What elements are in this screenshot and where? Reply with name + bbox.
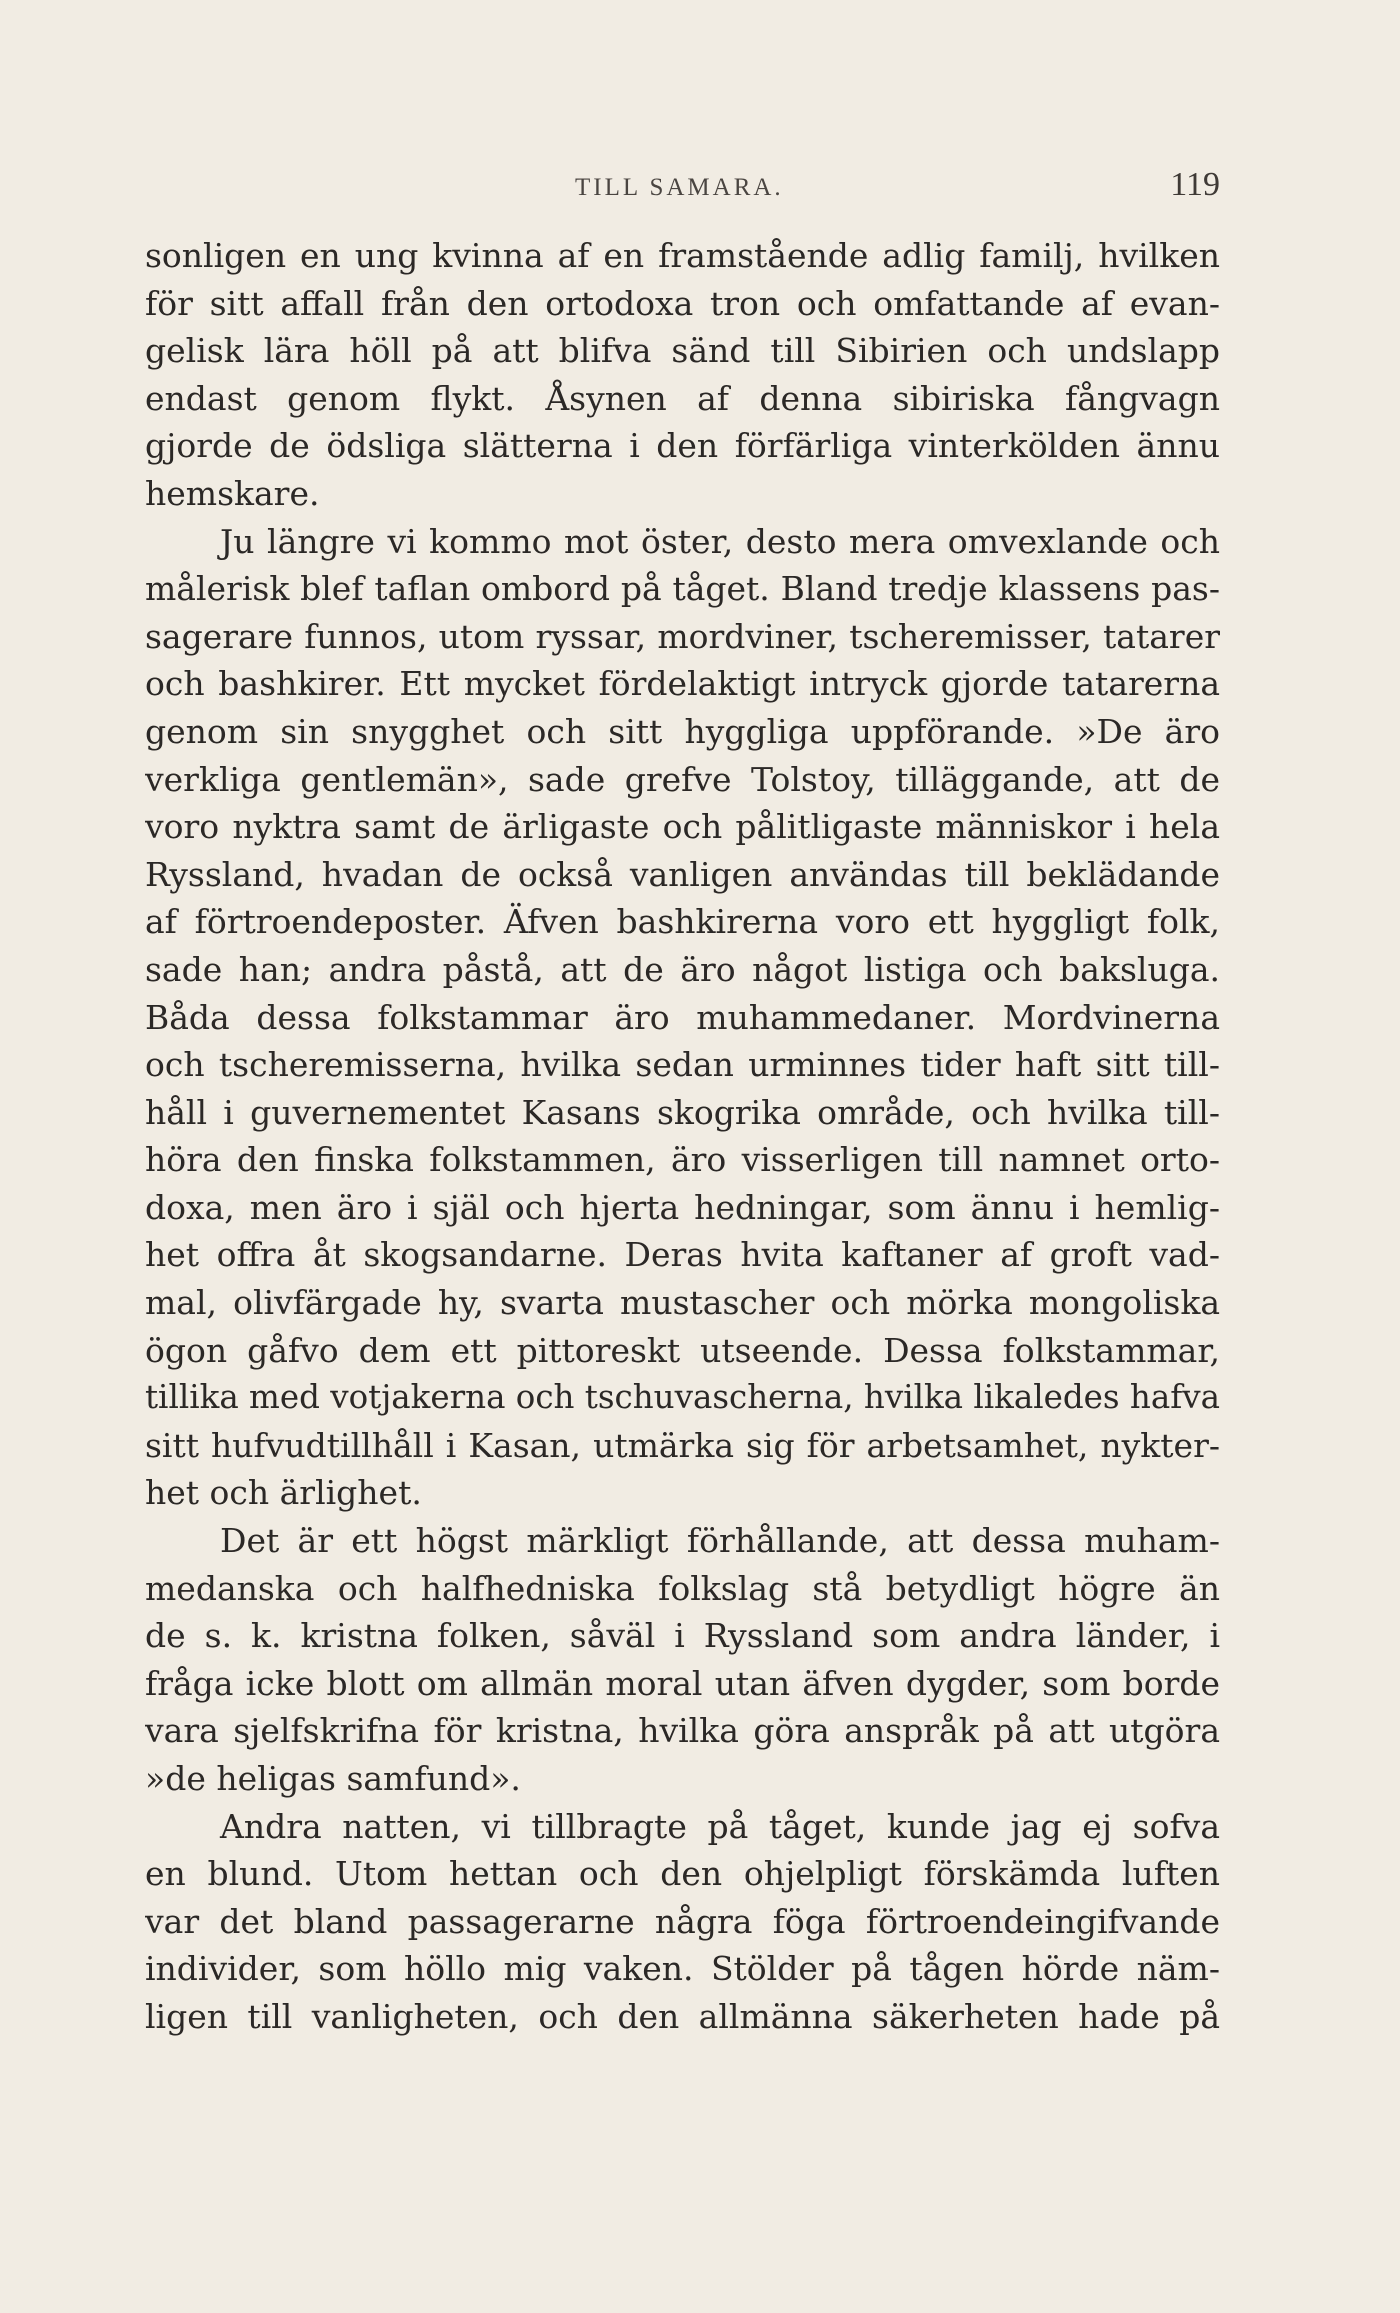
page-header	[145, 166, 1220, 216]
text-line: var det bland passagerarne några föga förtroendeingifvande	[145, 1901, 1220, 1941]
text-line: sonligen en ung kvinna af en framstående adlig familj, hvilken	[145, 236, 1220, 275]
text-line: het och ärlighet.	[145, 1473, 422, 1513]
text-line: håll i guvernementet Kasans skogrika område, och hvilka till-	[145, 1092, 1220, 1132]
text-line: medanska och halfhedniska folkslag stå betydligt högre än	[145, 1568, 1220, 1608]
text-line: genom sin snygghet och sitt hyggliga uppförande. »De äro	[145, 711, 1220, 751]
text-line: ligen till vanligheten, och den allmänna säkerheten hade på	[145, 1996, 1220, 2036]
text-line: sitt hufvudtillhåll i Kasan, utmärka sig för arbetsamhet, nykter-	[145, 1425, 1220, 1465]
text-line: individer, som höllo mig vaken. Stölder på tågen hörde näm-	[145, 1949, 1220, 1989]
text-line: gjorde de ödsliga slätterna i den förfärliga vinterkölden ännu	[145, 426, 1220, 466]
text-line: och tscheremisserna, hvilka sedan urminnes tider haft sitt till-	[145, 1045, 1220, 1085]
text-line: endast genom flykt. Åsynen af denna sibiriska fångvagn	[145, 378, 1220, 418]
text-line: het offra åt skogsandarne. Deras hvita kaftaner af groft vad-	[145, 1235, 1220, 1275]
text-line: ögon gåfvo dem ett pittoreskt utseende. Dessa folkstammar,	[145, 1330, 1220, 1370]
text-line: hemskare.	[145, 473, 320, 513]
text-line: en blund. Utom hettan och den ohjelpligt förskämda luften	[145, 1854, 1220, 1894]
text-line: mal, olivfärgade hy, svarta mustascher och mörka mongoliska	[145, 1283, 1220, 1323]
text-line: de s. k. kristna folken, såväl i Ryssland som andra länder, i	[145, 1616, 1220, 1656]
text-line: för sitt affall från den ortodoxa tron och omfattande af evan-	[145, 283, 1220, 323]
text-line: doxa, men äro i själ och hjerta hedningar, som ännu i hemlig-	[145, 1187, 1220, 1227]
text-line: och bashkirer. Ett mycket fördelaktigt intryck gjorde tatarerna	[145, 664, 1220, 704]
text-line: tillika med votjakerna och tschuvascherna, hvilka likaledes hafva	[145, 1378, 1220, 1417]
text-line: sade han; andra påstå, att de äro något listiga och baksluga.	[145, 949, 1220, 989]
text-line: verkliga gentlemän», sade grefve Tolstoy, tilläggande, att de	[145, 759, 1220, 799]
text-line: fråga icke blott om allmän moral utan äfven dygder, som borde	[145, 1663, 1220, 1703]
text-line: Båda dessa folkstammar äro muhammedaner. Mordvinerna	[145, 997, 1220, 1037]
text-line: »de heligas samfund».	[145, 1759, 521, 1798]
running-title: TILL SAMARA.	[575, 174, 784, 201]
text-line: sagerare funnos, utom ryssar, mordviner, tscheremisser, tatarer	[145, 616, 1220, 656]
text-line: vara sjelfskrifna för kristna, hvilka göra anspråk på att utgöra	[145, 1711, 1220, 1751]
text-line: gelisk lära höll på att blifva sänd till Sibirien och undslapp	[145, 331, 1220, 371]
body-text	[145, 232, 1220, 2041]
page-number: 119	[1170, 166, 1220, 203]
text-line: Ryssland, hvadan de också vanligen användas till beklädande	[145, 854, 1220, 894]
text-line: Andra natten, vi tillbragte på tåget, kunde jag ej sofva	[220, 1806, 1220, 1846]
text-line: målerisk blef taflan ombord på tåget. Bland tredje klassens pas-	[145, 569, 1220, 609]
text-line: höra den finska folkstammen, äro visserligen till namnet orto-	[145, 1140, 1220, 1180]
text-line: voro nyktra samt de ärligaste och pålitligaste människor i hela	[145, 807, 1220, 847]
text-line: Ju längre vi kommo mot öster, desto mera omvexlande och	[220, 521, 1220, 561]
text-line: Det är ett högst märkligt förhållande, att dessa muham-	[220, 1521, 1220, 1561]
text-line: af förtroendeposter. Äfven bashkirerna voro ett hyggligt folk,	[145, 902, 1220, 942]
